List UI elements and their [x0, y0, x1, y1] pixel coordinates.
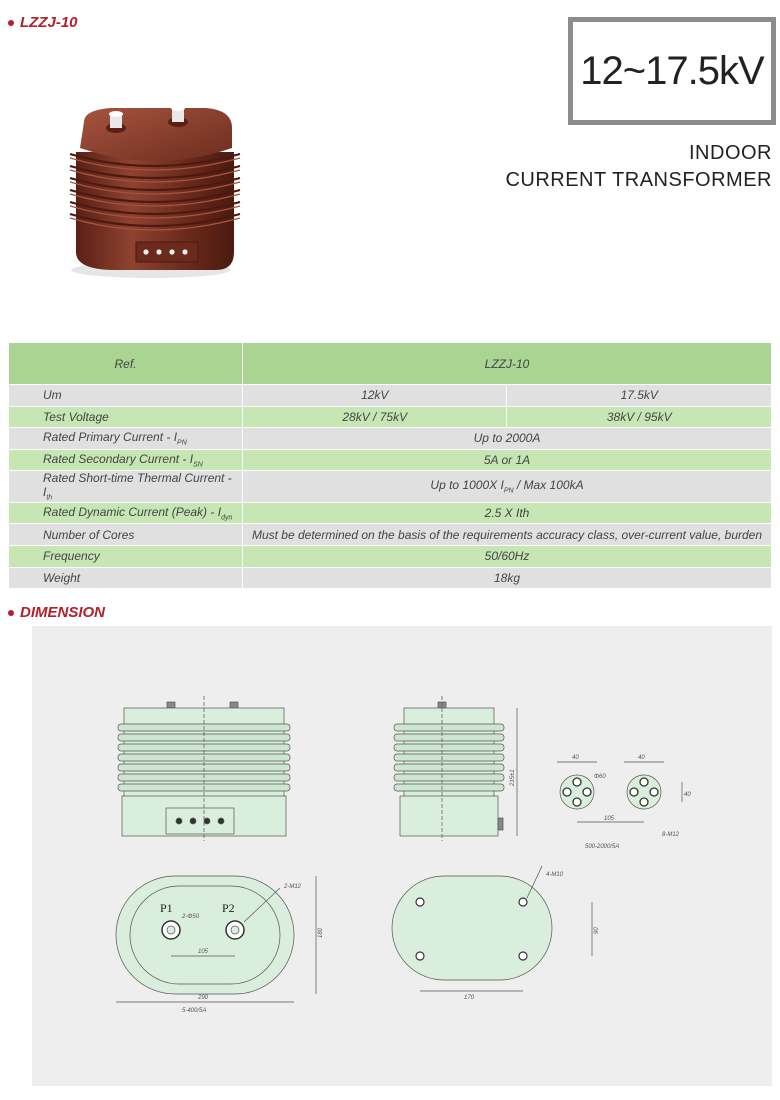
row-value: 18kg [243, 567, 772, 589]
row-label: Um [9, 385, 243, 407]
dim-40b: 40 [638, 755, 645, 761]
dim-170: 170 [464, 995, 475, 1001]
row-label: Weight [9, 567, 243, 589]
table-header-row [9, 343, 772, 385]
product-image [56, 92, 246, 282]
spec-table [8, 342, 772, 589]
dim-180: 180 [318, 927, 324, 938]
bottom-view [392, 866, 592, 991]
table-row [9, 502, 772, 524]
bullet-icon [8, 610, 14, 616]
dimension-label: DIMENSION [20, 604, 106, 621]
row-label: Rated Short-time Thermal Current - $I_{th}$ [9, 471, 243, 502]
product-subtitle [505, 140, 772, 194]
subtitle-line-1: INDOOR [689, 142, 772, 164]
dim-40c: 40 [684, 792, 691, 798]
table-row [9, 545, 772, 567]
model-title [8, 14, 78, 31]
table-row [9, 449, 772, 471]
row-label: Rated Secondary Current - $I_{SN}$ [9, 449, 243, 471]
ref-label: Ref. [9, 343, 243, 385]
model-label: LZZJ-10 [20, 14, 78, 31]
row-value: Up to 1000X $I_{PN}$ / Max 100kA [243, 471, 772, 502]
front-view [118, 696, 290, 841]
dim-40a: 40 [572, 755, 579, 761]
row-value: Up to 2000A [243, 428, 772, 450]
row-value: 28kV / 75kV [243, 406, 507, 428]
row-value: 5A or 1A [243, 449, 772, 471]
dim-290: 290 [198, 995, 209, 1001]
row-value: 12kV [243, 385, 507, 407]
dim-90: 90 [594, 927, 600, 934]
row-label: Rated Primary Current - $I_{PN}$ [9, 428, 243, 450]
dim-h215: 215±1 [510, 769, 516, 786]
row-label: Test Voltage [9, 406, 243, 428]
row-value: 50/60Hz [243, 545, 772, 567]
row-value: 2.5 X Ith [243, 502, 772, 524]
dim-105-top: 105 [198, 949, 209, 955]
ref-value: LZZJ-10 [243, 343, 772, 385]
row-value: 38kV / 95kV [507, 406, 772, 428]
table-row [9, 471, 772, 502]
terminal-detail [557, 762, 682, 822]
label-p2: P2 [222, 901, 235, 915]
label-p1: P1 [160, 901, 173, 915]
subtitle-line-2: CURRENT TRANSFORMER [505, 169, 772, 191]
voltage-box [568, 17, 776, 125]
table-row [9, 524, 772, 546]
row-value: Must be determined on the basis of the requirements accuracy class, over-current value, burden [243, 524, 772, 546]
row-value: 17.5kV [507, 385, 772, 407]
dimension-title [8, 604, 105, 621]
dim-8-m12: 8-M12 [662, 832, 680, 838]
dim-phi60: Φ60 [594, 774, 606, 780]
side-view [394, 696, 517, 841]
top-caption: 5-400/5A [182, 1008, 207, 1014]
dimension-drawing [32, 626, 772, 1086]
voltage-rating: 12~17.5kV [573, 22, 771, 120]
table-row [9, 428, 772, 450]
top-view [116, 876, 316, 1002]
table-row [9, 406, 772, 428]
table-row [9, 567, 772, 589]
dim-2-phi50: 2-Φ50 [182, 914, 200, 920]
row-label: Rated Dynamic Current (Peak) - $I_{dyn}$ [9, 502, 243, 524]
technical-drawing [32, 626, 772, 1086]
table-row [9, 385, 772, 407]
dim-2-m12: 2-M12 [284, 884, 302, 890]
row-label: Frequency [9, 545, 243, 567]
row-label: Number of Cores [9, 524, 243, 546]
dim-4-m10: 4-M10 [546, 872, 564, 878]
bullet-icon [8, 20, 14, 26]
terminal-caption: 500-2000/5A [585, 844, 620, 850]
dim-105-terminal: 105 [604, 816, 615, 822]
